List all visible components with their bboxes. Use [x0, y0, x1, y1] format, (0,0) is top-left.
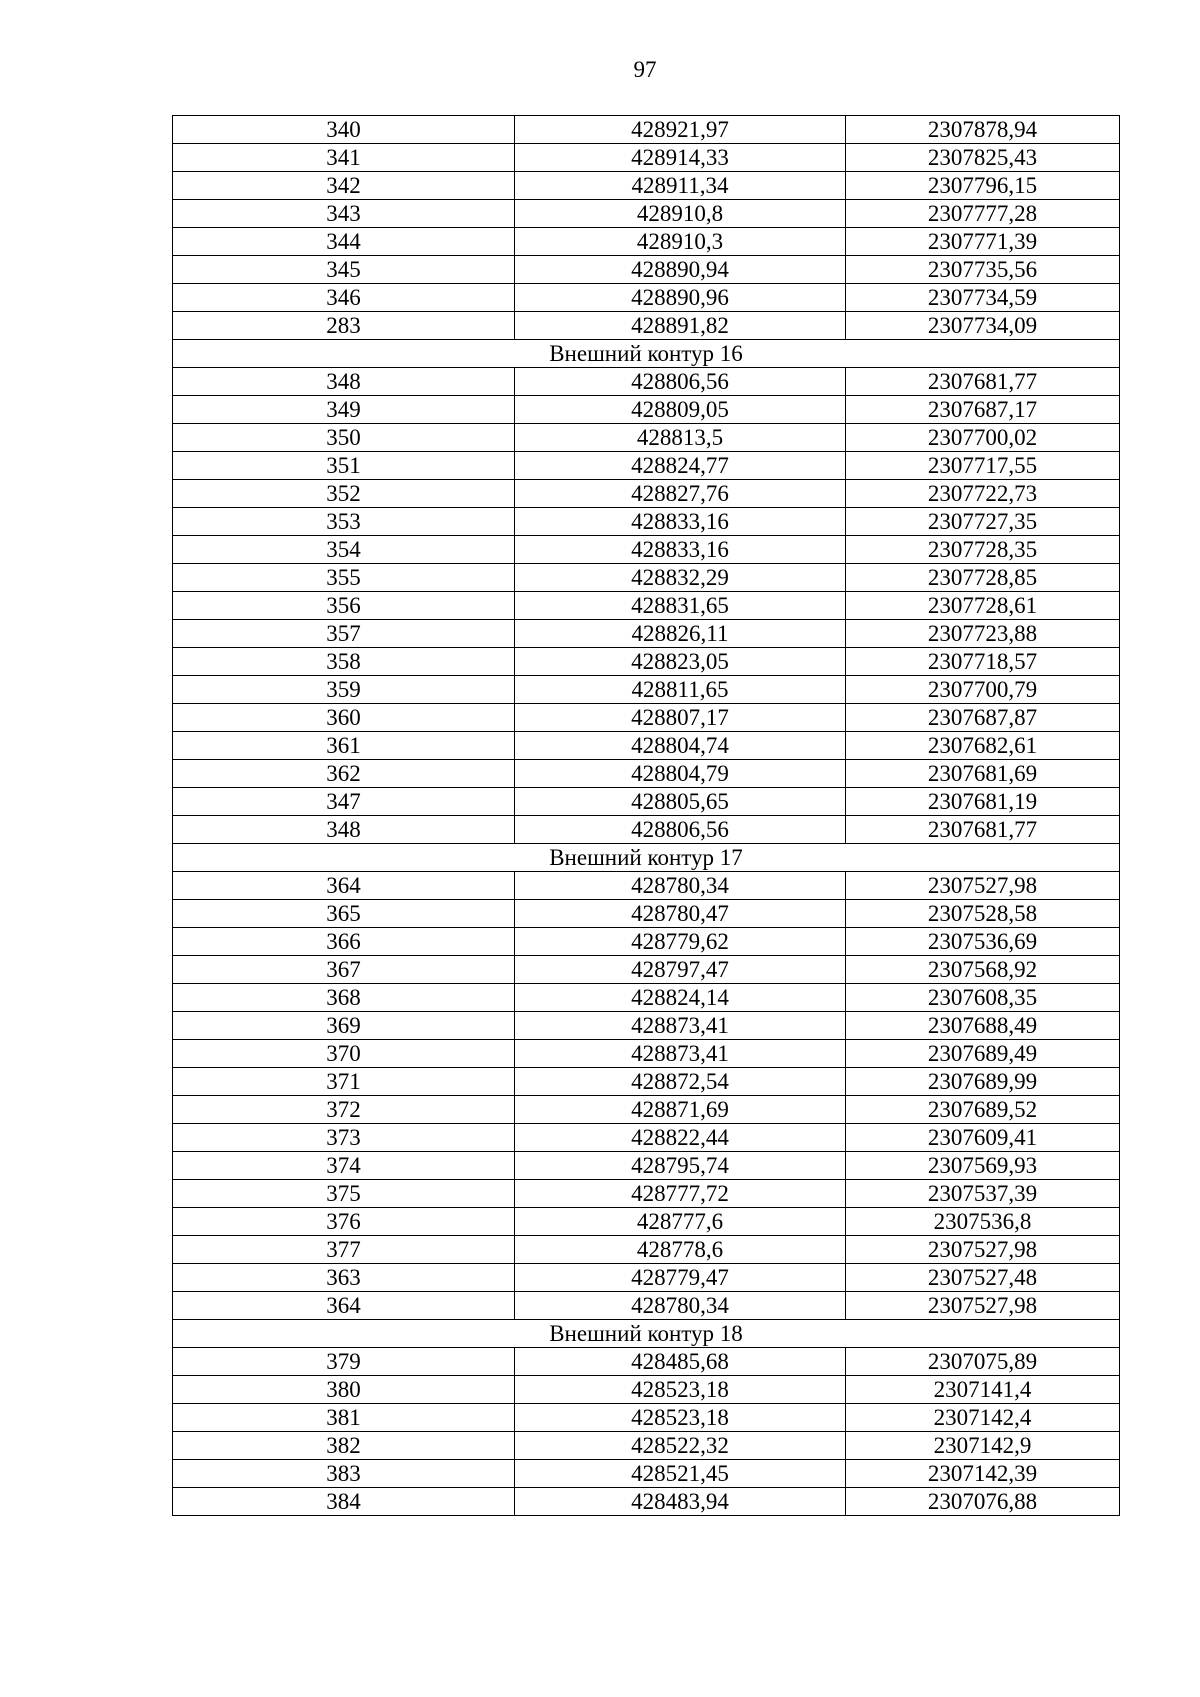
table-row	[173, 564, 1120, 592]
y-coordinate-cell: 2307536,69	[846, 928, 1120, 956]
y-coordinate-cell: 2307687,87	[846, 704, 1120, 732]
table-row	[173, 480, 1120, 508]
x-coordinate-cell: 428483,94	[515, 1488, 846, 1516]
x-coordinate-cell: 428777,72	[515, 1180, 846, 1208]
x-coordinate-cell: 428911,34	[515, 172, 846, 200]
y-coordinate-cell: 2307728,85	[846, 564, 1120, 592]
table-row	[173, 1180, 1120, 1208]
page-number: 97	[633, 57, 657, 82]
y-coordinate-cell: 2307527,98	[846, 1236, 1120, 1264]
y-coordinate-cell: 2307727,35	[846, 508, 1120, 536]
point-number-cell: 373	[173, 1124, 515, 1152]
table-row	[173, 312, 1120, 340]
y-coordinate-cell: 2307722,73	[846, 480, 1120, 508]
point-number-cell: 363	[173, 1264, 515, 1292]
point-number-cell: 347	[173, 788, 515, 816]
x-coordinate-cell: 428778,6	[515, 1236, 846, 1264]
y-coordinate-cell: 2307796,15	[846, 172, 1120, 200]
table-row	[173, 1292, 1120, 1320]
table-row	[173, 424, 1120, 452]
x-coordinate-cell: 428804,74	[515, 732, 846, 760]
x-coordinate-cell: 428827,76	[515, 480, 846, 508]
section-title: Внешний контур 17	[173, 844, 1120, 872]
y-coordinate-cell: 2307141,4	[846, 1376, 1120, 1404]
x-coordinate-cell: 428811,65	[515, 676, 846, 704]
y-coordinate-cell: 2307687,17	[846, 396, 1120, 424]
x-coordinate-cell: 428824,77	[515, 452, 846, 480]
x-coordinate-cell: 428809,05	[515, 396, 846, 424]
table-row	[173, 1348, 1120, 1376]
x-coordinate-cell: 428873,41	[515, 1012, 846, 1040]
y-coordinate-cell: 2307569,93	[846, 1152, 1120, 1180]
table-row	[173, 1264, 1120, 1292]
x-coordinate-cell: 428921,97	[515, 116, 846, 144]
table-row	[173, 1068, 1120, 1096]
y-coordinate-cell: 2307681,77	[846, 368, 1120, 396]
point-number-cell: 349	[173, 396, 515, 424]
y-coordinate-cell: 2307527,98	[846, 872, 1120, 900]
y-coordinate-cell: 2307609,41	[846, 1124, 1120, 1152]
point-number-cell: 367	[173, 956, 515, 984]
point-number-cell: 359	[173, 676, 515, 704]
point-number-cell: 342	[173, 172, 515, 200]
table-row	[173, 1460, 1120, 1488]
table-row	[173, 1124, 1120, 1152]
coordinates-table-body	[173, 116, 1120, 1516]
y-coordinate-cell: 2307527,48	[846, 1264, 1120, 1292]
table-row	[173, 788, 1120, 816]
table-row	[173, 284, 1120, 312]
table-row	[173, 928, 1120, 956]
table-row	[173, 1404, 1120, 1432]
point-number-cell: 346	[173, 284, 515, 312]
y-coordinate-cell: 2307682,61	[846, 732, 1120, 760]
point-number-cell: 369	[173, 1012, 515, 1040]
x-coordinate-cell: 428822,44	[515, 1124, 846, 1152]
point-number-cell: 364	[173, 872, 515, 900]
table-row	[173, 172, 1120, 200]
y-coordinate-cell: 2307718,57	[846, 648, 1120, 676]
point-number-cell: 362	[173, 760, 515, 788]
table-row	[173, 1096, 1120, 1124]
x-coordinate-cell: 428779,47	[515, 1264, 846, 1292]
y-coordinate-cell: 2307689,49	[846, 1040, 1120, 1068]
y-coordinate-cell: 2307537,39	[846, 1180, 1120, 1208]
x-coordinate-cell: 428831,65	[515, 592, 846, 620]
y-coordinate-cell: 2307735,56	[846, 256, 1120, 284]
x-coordinate-cell: 428780,34	[515, 1292, 846, 1320]
table-row	[173, 144, 1120, 172]
y-coordinate-cell: 2307825,43	[846, 144, 1120, 172]
x-coordinate-cell: 428521,45	[515, 1460, 846, 1488]
x-coordinate-cell: 428806,56	[515, 816, 846, 844]
x-coordinate-cell: 428804,79	[515, 760, 846, 788]
x-coordinate-cell: 428779,62	[515, 928, 846, 956]
table-row	[173, 760, 1120, 788]
x-coordinate-cell: 428807,17	[515, 704, 846, 732]
y-coordinate-cell: 2307734,09	[846, 312, 1120, 340]
point-number-cell: 366	[173, 928, 515, 956]
x-coordinate-cell: 428522,32	[515, 1432, 846, 1460]
x-coordinate-cell: 428890,96	[515, 284, 846, 312]
y-coordinate-cell: 2307734,59	[846, 284, 1120, 312]
table-row	[173, 452, 1120, 480]
section-header-row	[173, 340, 1120, 368]
table-row	[173, 1152, 1120, 1180]
y-coordinate-cell: 2307728,61	[846, 592, 1120, 620]
point-number-cell: 381	[173, 1404, 515, 1432]
table-row	[173, 704, 1120, 732]
x-coordinate-cell: 428891,82	[515, 312, 846, 340]
y-coordinate-cell: 2307688,49	[846, 1012, 1120, 1040]
x-coordinate-cell: 428823,05	[515, 648, 846, 676]
x-coordinate-cell: 428485,68	[515, 1348, 846, 1376]
x-coordinate-cell: 428777,6	[515, 1208, 846, 1236]
y-coordinate-cell: 2307878,94	[846, 116, 1120, 144]
table-row	[173, 648, 1120, 676]
table-row	[173, 1040, 1120, 1068]
point-number-cell: 375	[173, 1180, 515, 1208]
y-coordinate-cell: 2307681,69	[846, 760, 1120, 788]
section-header-row	[173, 844, 1120, 872]
x-coordinate-cell: 428523,18	[515, 1404, 846, 1432]
y-coordinate-cell: 2307717,55	[846, 452, 1120, 480]
table-row	[173, 228, 1120, 256]
x-coordinate-cell: 428805,65	[515, 788, 846, 816]
point-number-cell: 341	[173, 144, 515, 172]
table-row	[173, 872, 1120, 900]
point-number-cell: 376	[173, 1208, 515, 1236]
table-row	[173, 200, 1120, 228]
y-coordinate-cell: 2307536,8	[846, 1208, 1120, 1236]
y-coordinate-cell: 2307142,4	[846, 1404, 1120, 1432]
point-number-cell: 340	[173, 116, 515, 144]
x-coordinate-cell: 428832,29	[515, 564, 846, 592]
x-coordinate-cell: 428780,47	[515, 900, 846, 928]
table-row	[173, 536, 1120, 564]
y-coordinate-cell: 2307142,39	[846, 1460, 1120, 1488]
point-number-cell: 364	[173, 1292, 515, 1320]
point-number-cell: 352	[173, 480, 515, 508]
section-header-row	[173, 1320, 1120, 1348]
point-number-cell: 357	[173, 620, 515, 648]
table-row	[173, 816, 1120, 844]
x-coordinate-cell: 428914,33	[515, 144, 846, 172]
x-coordinate-cell: 428826,11	[515, 620, 846, 648]
point-number-cell: 283	[173, 312, 515, 340]
y-coordinate-cell: 2307142,9	[846, 1432, 1120, 1460]
point-number-cell: 358	[173, 648, 515, 676]
table-row	[173, 1208, 1120, 1236]
point-number-cell: 360	[173, 704, 515, 732]
x-coordinate-cell: 428833,16	[515, 508, 846, 536]
table-row	[173, 732, 1120, 760]
y-coordinate-cell: 2307689,99	[846, 1068, 1120, 1096]
x-coordinate-cell: 428813,5	[515, 424, 846, 452]
point-number-cell: 344	[173, 228, 515, 256]
point-number-cell: 348	[173, 368, 515, 396]
y-coordinate-cell: 2307689,52	[846, 1096, 1120, 1124]
point-number-cell: 374	[173, 1152, 515, 1180]
x-coordinate-cell: 428795,74	[515, 1152, 846, 1180]
x-coordinate-cell: 428890,94	[515, 256, 846, 284]
point-number-cell: 383	[173, 1460, 515, 1488]
point-number-cell: 354	[173, 536, 515, 564]
y-coordinate-cell: 2307076,88	[846, 1488, 1120, 1516]
table-row	[173, 592, 1120, 620]
point-number-cell: 368	[173, 984, 515, 1012]
table-row	[173, 1012, 1120, 1040]
section-title: Внешний контур 16	[173, 340, 1120, 368]
y-coordinate-cell: 2307527,98	[846, 1292, 1120, 1320]
table-row	[173, 396, 1120, 424]
x-coordinate-cell: 428806,56	[515, 368, 846, 396]
point-number-cell: 371	[173, 1068, 515, 1096]
point-number-cell: 351	[173, 452, 515, 480]
table-row	[173, 116, 1120, 144]
point-number-cell: 348	[173, 816, 515, 844]
y-coordinate-cell: 2307771,39	[846, 228, 1120, 256]
coordinates-table	[172, 115, 1120, 1516]
point-number-cell: 345	[173, 256, 515, 284]
point-number-cell: 372	[173, 1096, 515, 1124]
y-coordinate-cell: 2307723,88	[846, 620, 1120, 648]
point-number-cell: 370	[173, 1040, 515, 1068]
point-number-cell: 361	[173, 732, 515, 760]
table-row	[173, 676, 1120, 704]
x-coordinate-cell: 428780,34	[515, 872, 846, 900]
point-number-cell: 353	[173, 508, 515, 536]
x-coordinate-cell: 428873,41	[515, 1040, 846, 1068]
table-row	[173, 1488, 1120, 1516]
point-number-cell: 343	[173, 200, 515, 228]
y-coordinate-cell: 2307728,35	[846, 536, 1120, 564]
x-coordinate-cell: 428910,3	[515, 228, 846, 256]
table-row	[173, 1236, 1120, 1264]
y-coordinate-cell: 2307777,28	[846, 200, 1120, 228]
y-coordinate-cell: 2307700,02	[846, 424, 1120, 452]
point-number-cell: 384	[173, 1488, 515, 1516]
y-coordinate-cell: 2307075,89	[846, 1348, 1120, 1376]
x-coordinate-cell: 428872,54	[515, 1068, 846, 1096]
x-coordinate-cell: 428523,18	[515, 1376, 846, 1404]
y-coordinate-cell: 2307608,35	[846, 984, 1120, 1012]
point-number-cell: 365	[173, 900, 515, 928]
table-row	[173, 900, 1120, 928]
point-number-cell: 382	[173, 1432, 515, 1460]
y-coordinate-cell: 2307681,19	[846, 788, 1120, 816]
y-coordinate-cell: 2307568,92	[846, 956, 1120, 984]
y-coordinate-cell: 2307528,58	[846, 900, 1120, 928]
y-coordinate-cell: 2307681,77	[846, 816, 1120, 844]
x-coordinate-cell: 428833,16	[515, 536, 846, 564]
y-coordinate-cell: 2307700,79	[846, 676, 1120, 704]
point-number-cell: 355	[173, 564, 515, 592]
table-row	[173, 1432, 1120, 1460]
x-coordinate-cell: 428910,8	[515, 200, 846, 228]
table-row	[173, 984, 1120, 1012]
table-row	[173, 1376, 1120, 1404]
x-coordinate-cell: 428797,47	[515, 956, 846, 984]
section-title: Внешний контур 18	[173, 1320, 1120, 1348]
table-row	[173, 368, 1120, 396]
point-number-cell: 377	[173, 1236, 515, 1264]
x-coordinate-cell: 428871,69	[515, 1096, 846, 1124]
point-number-cell: 380	[173, 1376, 515, 1404]
table-row	[173, 956, 1120, 984]
point-number-cell: 356	[173, 592, 515, 620]
table-row	[173, 620, 1120, 648]
table-row	[173, 508, 1120, 536]
table-row	[173, 256, 1120, 284]
point-number-cell: 350	[173, 424, 515, 452]
point-number-cell: 379	[173, 1348, 515, 1376]
x-coordinate-cell: 428824,14	[515, 984, 846, 1012]
